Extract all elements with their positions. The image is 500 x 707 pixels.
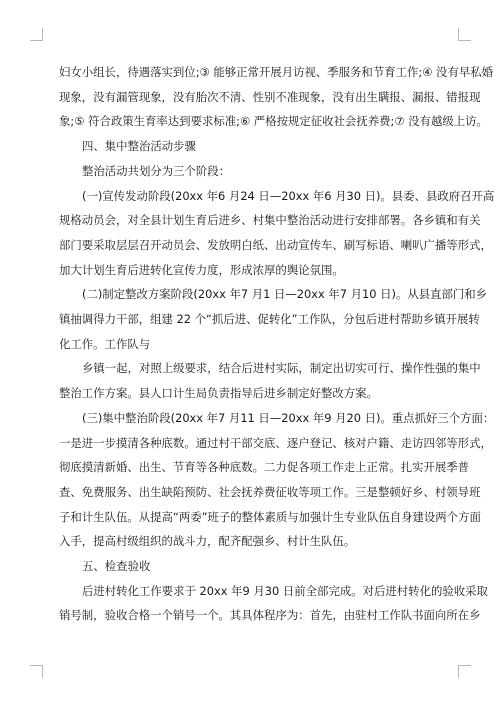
text-line: 化工作。工作队与 bbox=[59, 336, 151, 351]
text-line: 规格动员会，对全县计划生育后进乡、村集中整治活动进行安排部署。各乡镇和有关 bbox=[59, 213, 481, 228]
text-line: 彻底摸清新婚、出生、节育等各种底数。二力促各项工作走上正常。扎实开展季普 bbox=[59, 460, 470, 475]
text-line: (二)制定整改方案阶段(20xx 年7 月1 日—20xx 年7 月10 日)。从县直部门和乡 bbox=[82, 287, 488, 302]
text-line: 五、检查验收 bbox=[82, 559, 151, 574]
text-line: (三)集中整治阶段(20xx 年7 月11 日—20xx 年9 月20 日)。重点抓好三个方面： bbox=[82, 410, 495, 425]
text-line: 整治活动共划分为三个阶段： bbox=[82, 163, 231, 178]
text-line: 现象，没有漏管现象，没有胎次不清、性别不准现象，没有出生瞒报、漏报、错报现 bbox=[59, 89, 481, 104]
text-line: 象;⑤ 符合政策生育率达到要求标准;⑥ 严格按规定征收社会抚养费;⑦ 没有越级上访。 bbox=[59, 114, 488, 129]
text-line: 子和计生队伍。从提高“两委”班子的整体素质与加强计生专业队伍自身建设两个方面 bbox=[59, 509, 481, 524]
crop-mark-bottom-right bbox=[458, 665, 471, 678]
text-line: 妇女小组长，待遇落实到位;③ 能够正常开展月访视、季服务和节育工作;④ 没有早私婚 bbox=[59, 65, 494, 79]
crop-mark-top-left bbox=[30, 28, 43, 41]
text-line: 部门要采取层层召开动员会、发放明白纸、出动宣传车、刷写标语、喇叭广播等形式， bbox=[59, 237, 492, 252]
text-line: 四、集中整治活动步骤 bbox=[82, 139, 196, 154]
text-line: 入手，提高村级组织的战斗力，配齐配强乡、村计生队伍。 bbox=[59, 534, 356, 549]
crop-mark-top-right bbox=[458, 28, 471, 41]
text-line: 整治工作方案。县人口计生局负责指导后进乡制定好整改方案。 bbox=[59, 386, 378, 401]
text-line: 销号制，验收合格一个销号一个。其具体程序为：首先，由驻村工作队书面向所在乡 bbox=[59, 608, 481, 623]
text-line: 查、免费服务、出生缺陷预防、社会抚养费征收等项工作。三是整顿好乡、村领导班 bbox=[59, 484, 481, 499]
document-body bbox=[59, 60, 495, 628]
text-line: 镇抽调得力干部，组建 22 个“抓后进、促转化”工作队，分包后进村帮助乡镇开展转 bbox=[59, 312, 480, 327]
text-line: (一)宣传发动阶段(20xx 年6 月24 日—20xx 年6 月30 日)。县委、县政府召开高 bbox=[82, 188, 495, 203]
text-line: 加大计划生育后进转化宣传力度，形成浓厚的舆论氛围。 bbox=[59, 262, 344, 277]
crop-mark-bottom-left bbox=[30, 665, 43, 678]
text-line: 一是进一步摸清各种底数。通过村干部交底、逐户登记、核对户籍、走访四邻等形式， bbox=[59, 435, 492, 450]
text-line: 后进村转化工作要求于 20xx 年9 月30 日前全部完成。对后进村转化的验收采取 bbox=[82, 583, 488, 598]
text-line: 乡镇一起，对照上级要求，结合后进村实际，制定出切实可行、操作性强的集中 bbox=[82, 361, 481, 376]
